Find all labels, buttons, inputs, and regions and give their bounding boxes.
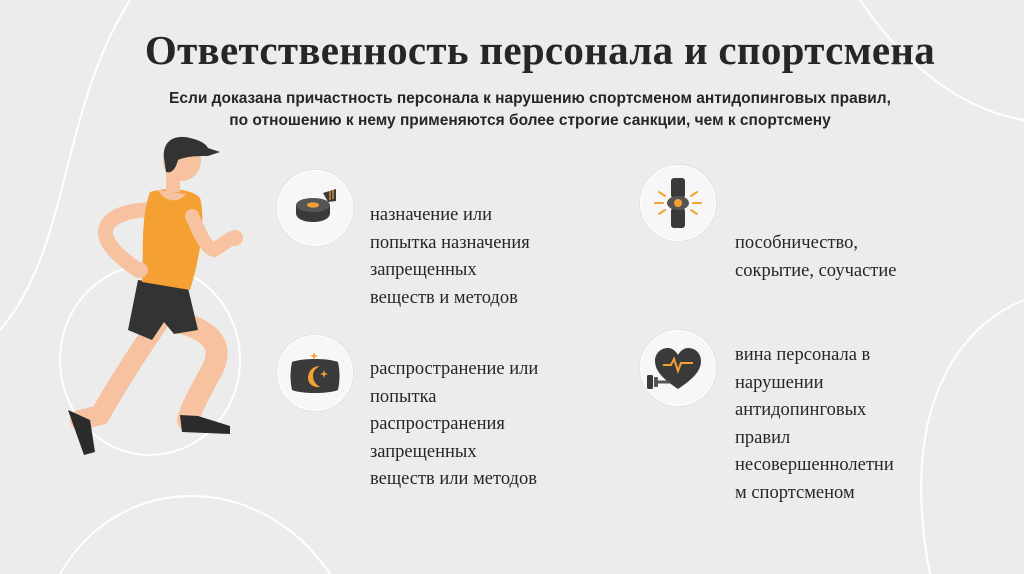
item-line: веществ и методов: [370, 287, 518, 308]
item-line: правил: [735, 427, 791, 448]
list-item: [370, 202, 530, 312]
item-line: назначение или: [370, 205, 492, 225]
item-line: попытка назначения: [370, 232, 530, 253]
item-line: сокрытие, соучастие: [735, 260, 897, 281]
heart-dumbbell-icon: [640, 330, 716, 406]
knee-joint-icon: [640, 165, 716, 241]
item-line: запрещенных: [370, 260, 477, 280]
item-line: распространение или: [370, 359, 539, 379]
item-line: вина персонала в: [735, 345, 871, 365]
measuring-tape-icon: [277, 170, 353, 246]
item-line: попытка: [370, 386, 437, 407]
item-line: несовершеннолетни: [735, 455, 894, 475]
item-line: м спортсменом: [735, 482, 855, 503]
item-line: распространения: [370, 414, 505, 434]
list-item: [735, 230, 897, 285]
pillow-moon-icon: [277, 335, 353, 411]
item-line: пособничество,: [735, 233, 859, 253]
subtitle-line: Если доказана причастность персонала к нарушению спортсменом антидопинговых правил,: [169, 90, 891, 107]
item-line: запрещенных: [370, 441, 477, 462]
subtitle-line: по отношению к нему применяются более строгие санкции, чем к спортсмену: [229, 112, 831, 129]
runner-illustration: [60, 130, 260, 470]
item-line: веществ или методов: [370, 469, 537, 489]
list-item: [735, 342, 894, 507]
page-title: Ответственность персонала и спортсмена: [144, 27, 936, 73]
list-item: [370, 356, 538, 494]
item-line: нарушении: [735, 372, 824, 393]
page-subtitle: [0, 88, 1024, 132]
item-line: антидопинговых: [735, 400, 867, 420]
